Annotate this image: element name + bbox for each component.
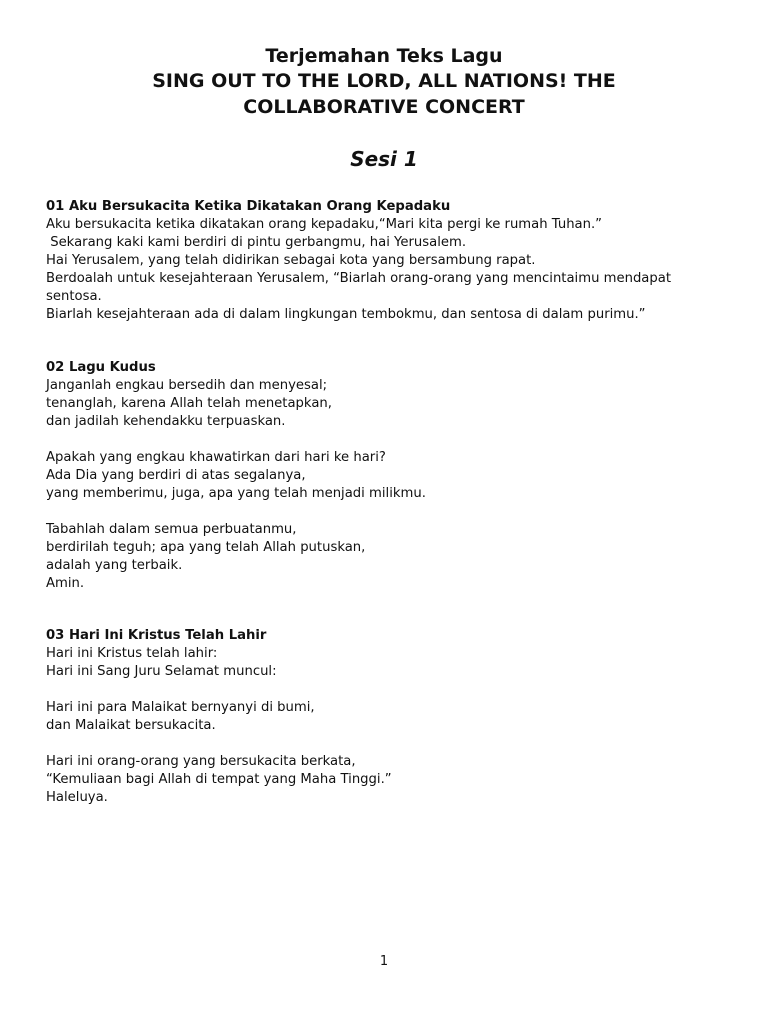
lyric-line: Janganlah engkau bersedih dan menyesal;: [46, 378, 328, 393]
document-title: Terjemahan Teks Lagu: [265, 45, 503, 67]
lyric-line: Hari ini orang-orang yang bersukacita berkata,: [46, 754, 356, 769]
song-02: [46, 359, 736, 611]
song-title: 02 Lagu Kudus: [46, 360, 156, 375]
lyric-line: “Kemuliaan bagi Allah di tempat yang Maha Tinggi.”: [46, 772, 392, 787]
song-title: 01 Aku Bersukacita Ketika Dikatakan Orang Kepadaku: [46, 199, 451, 214]
lyric-line: Hai Yerusalem, yang telah didirikan sebagai kota yang bersambung rapat.: [46, 253, 536, 268]
lyric-line: sentosa.: [46, 289, 102, 304]
lyric-line: Tabahlah dalam semua perbuatanmu,: [46, 522, 297, 537]
lyric-line: adalah yang terbaik.: [46, 558, 183, 573]
concert-title-line-1: SING OUT TO THE LORD, ALL NATIONS! THE: [152, 70, 616, 92]
lyric-line: dan jadilah kehendakku terpuaskan.: [46, 414, 286, 429]
lyric-line: Ada Dia yang berdiri di atas segalanya,: [46, 468, 306, 483]
stanza: [46, 645, 736, 681]
lyric-line: berdirilah teguh; apa yang telah Allah putuskan,: [46, 540, 366, 555]
lyric-line: tenanglah, karena Allah telah menetapkan,: [46, 396, 332, 411]
lyric-line: yang memberimu, juga, apa yang telah menjadi milikmu.: [46, 486, 426, 501]
session-heading: Sesi 1: [350, 147, 418, 171]
lyric-line: Hari ini Kristus telah lahir:: [46, 646, 218, 661]
lyric-line: Aku bersukacita ketika dikatakan orang kepadaku,“Mari kita pergi ke rumah Tuhan.”: [46, 217, 603, 232]
lyric-line: Biarlah kesejahteraan ada di dalam lingkungan tembokmu, dan sentosa di dalam purimu.”: [46, 307, 646, 322]
lyric-line: Apakah yang engkau khawatirkan dari hari ke hari?: [46, 450, 386, 465]
stanza: [46, 449, 736, 503]
stanza: [46, 521, 736, 593]
song-title: 03 Hari Ini Kristus Telah Lahir: [46, 628, 267, 643]
lyric-line: Amin.: [46, 576, 85, 591]
page-number: 1: [379, 954, 389, 969]
lyric-line: Sekarang kaki kami berdiri di pintu gerbangmu, hai Yerusalem.: [46, 235, 467, 250]
lyric-line: Berdoalah untuk kesejahteraan Yerusalem, “Biarlah orang-orang yang mencintaimu mendapat: [46, 271, 672, 286]
stanza: [46, 753, 736, 807]
lyric-line: dan Malaikat bersukacita.: [46, 718, 216, 733]
lyric-line: Haleluya.: [46, 790, 108, 805]
stanza: [46, 699, 736, 735]
lyric-line: Hari ini para Malaikat bernyanyi di bumi,: [46, 700, 315, 715]
song-03: [46, 627, 736, 825]
song-01: [46, 198, 736, 342]
stanza: [46, 377, 736, 431]
stanza: [46, 216, 736, 324]
concert-title-line-2: COLLABORATIVE CONCERT: [243, 96, 525, 118]
lyric-line: Hari ini Sang Juru Selamat muncul:: [46, 664, 277, 679]
